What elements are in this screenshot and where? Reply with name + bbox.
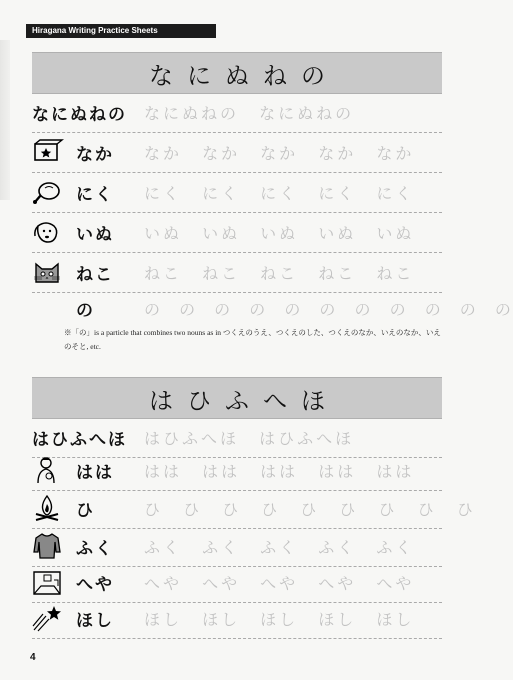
trace-text: ねこ ねこ ねこ ねこ ねこ xyxy=(144,264,415,283)
practice-word: はは xyxy=(76,463,114,483)
trace-text: はは はは はは はは はは xyxy=(144,462,415,481)
practice-row xyxy=(32,132,442,173)
section-title-band xyxy=(32,377,442,419)
page-number: 4 xyxy=(30,652,36,663)
mother-icon xyxy=(32,456,62,484)
trace-text: ふく ふく ふく ふく ふく xyxy=(144,538,415,557)
practice-row xyxy=(32,288,513,328)
trace-text: なにぬねの なにぬねの xyxy=(144,104,355,123)
trace-text: ほし ほし ほし ほし ほし xyxy=(144,610,415,629)
room-icon xyxy=(32,568,62,596)
practice-row xyxy=(32,488,475,529)
trace-text: いぬ いぬ いぬ いぬ いぬ xyxy=(144,224,415,243)
trace-text: はひふへほ はひふへほ xyxy=(144,429,355,448)
shooting-star-icon xyxy=(32,604,62,632)
practice-word: にく xyxy=(76,185,114,205)
page-edge-strip xyxy=(0,40,10,200)
section-title-band xyxy=(32,52,442,94)
practice-word: いぬ xyxy=(76,225,114,245)
practice-row xyxy=(32,526,442,567)
practice-word: ねこ xyxy=(76,265,114,285)
meat-icon xyxy=(32,178,62,206)
practice-row xyxy=(32,450,442,491)
practice-row xyxy=(32,212,442,253)
box-icon xyxy=(32,138,62,166)
section-title: なにぬねの xyxy=(149,61,339,90)
practice-word: はひふへほ xyxy=(32,430,127,450)
trace-text: にく にく にく にく にく xyxy=(144,184,415,203)
practice-word: なにぬねの xyxy=(32,105,127,125)
practice-row xyxy=(32,92,442,133)
dog-icon xyxy=(32,218,62,246)
trace-text: ひ ひ ひ ひ ひ ひ ひ ひ ひ xyxy=(144,500,475,519)
header-title: Hiragana Writing Practice Sheets xyxy=(26,24,216,38)
practice-word: ふく xyxy=(76,539,114,559)
trace-text: の の の の の の の の の の の xyxy=(144,300,513,319)
trace-text: なか なか なか なか なか xyxy=(144,144,415,163)
section-title: はひふへほ xyxy=(149,386,339,415)
practice-word: の xyxy=(76,301,95,321)
practice-row xyxy=(32,598,442,639)
practice-word: ひ xyxy=(76,501,95,521)
practice-row xyxy=(32,172,442,213)
practice-row xyxy=(32,252,442,293)
practice-word: ほし xyxy=(76,611,114,631)
trace-text: へや へや へや へや へや xyxy=(144,574,415,593)
practice-row xyxy=(32,562,442,603)
particle-note: ※「の」is a particle that combines two nouns as in つくえのうえ、つくえのした、つくえのなか、いえのなか、いえのそと, etc. xyxy=(64,328,441,351)
practice-word: へや xyxy=(76,575,114,595)
clothes-icon xyxy=(32,532,62,560)
cat-icon xyxy=(32,258,62,286)
fire-icon xyxy=(32,494,62,522)
practice-word: なか xyxy=(76,145,114,165)
